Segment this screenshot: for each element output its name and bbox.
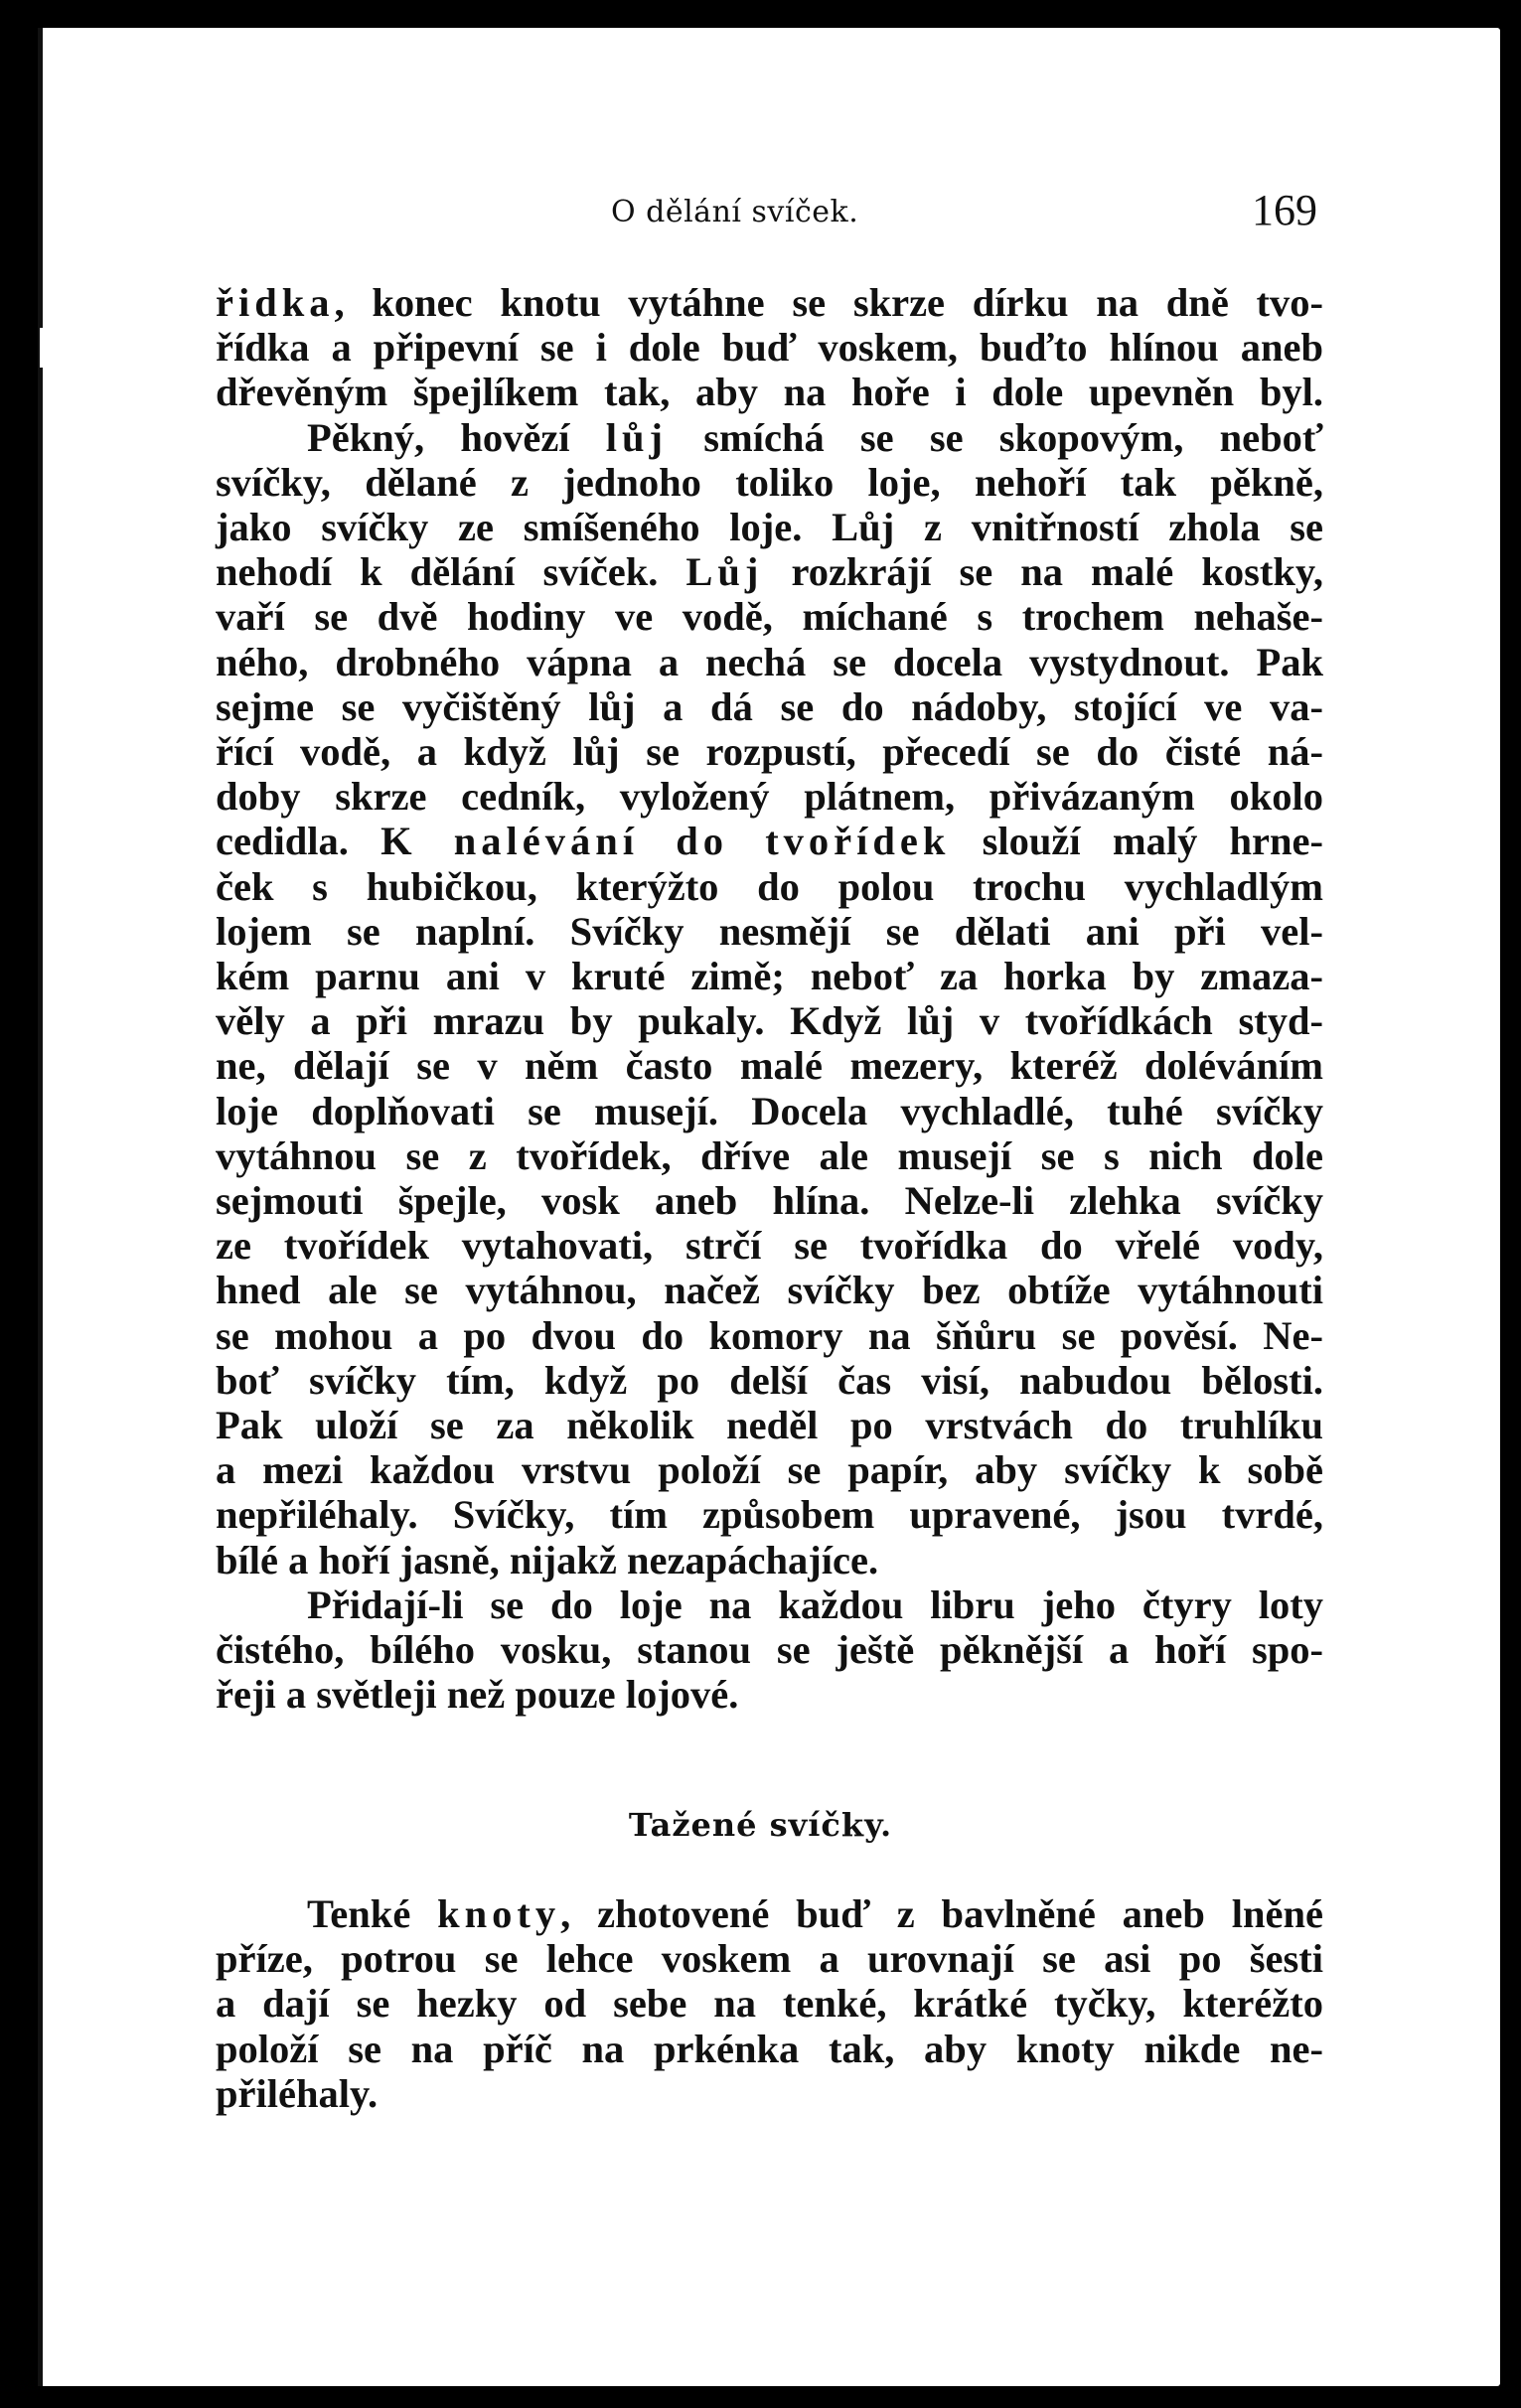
text-line: a dají se hezky od sebe na tenké, krátké tyčky, kteréžto	[216, 1981, 1323, 2027]
text-line: nehodí k dělání svíček. Lůj rozkrájí se na malé kostky,	[216, 549, 1324, 595]
text-line: ného, drobného vápna a nechá se docela vystydnout. Pak	[216, 639, 1323, 684]
text-line: hned ale se vytáhnou, načež svíčky bez obtíže vytáhnouti	[216, 1268, 1323, 1313]
text-line: svíčky, dělané z jednoho toliko loje, nehoří tak pěkně,	[216, 459, 1323, 505]
page-number: 169	[1252, 186, 1317, 234]
gutter-nick	[40, 328, 46, 368]
page-header	[0, 179, 1521, 248]
running-head: O dělání svíček.	[611, 195, 859, 229]
text-line: ček s hubičkou, kterýžto do polou trochu vychladlým	[216, 863, 1323, 909]
text-line: se mohou a po dvou do komory na šňůru se pověsí. Ne-	[216, 1312, 1323, 1358]
text-line: přiléhaly.	[216, 2070, 379, 2116]
text-line: Tenké knoty, zhotovené buď z bavlněné aneb lněné	[307, 1891, 1323, 1936]
text-line: boť svíčky tím, když po delší čas visí, nabudou bělosti.	[216, 1357, 1323, 1403]
text-line: ne, dělají se v něm často malé mezery, kteréž doléváním	[216, 1043, 1323, 1089]
text-line: lojem se naplní. Svíčky nesmějí se dělati ani při vel-	[216, 908, 1323, 954]
text-line: věly a při mrazu by pukaly. Když lůj v tvořídkách styd-	[216, 998, 1323, 1044]
main-text	[216, 280, 1323, 1718]
text-line: čistého, bílého vosku, stanou se ještě pěknější a hoří spo-	[216, 1627, 1323, 1673]
text-line: kém parnu ani v kruté zimě; neboť za horka by zmaza-	[216, 954, 1323, 999]
text-line: a mezi každou vrstvu položí se papír, aby svíčky k sobě	[216, 1447, 1323, 1493]
text-line: ze tvořídek vytahovati, strčí se tvořídka do vřelé vody,	[216, 1223, 1323, 1269]
text-line: bílé a hoří jasně, nijakž nezapáchajíce.	[216, 1537, 879, 1582]
text-line: nepřiléhaly. Svíčky, tím způsobem upravené, jsou tvrdé,	[216, 1492, 1323, 1538]
page-gutter-edge	[38, 28, 43, 2386]
text-line: jako svíčky ze smíšeného loje. Lůj z vnitřností zhola se	[216, 505, 1323, 550]
text-line: řeji a světleji než pouze lojové.	[216, 1672, 739, 1718]
text-line: řídka a připevní se i dole buď voskem, buďto hlínou aneb	[216, 325, 1323, 371]
text-line: sejme se vyčištěný lůj a dá se do nádoby, stojící ve va-	[216, 683, 1323, 729]
text-line: vaří se dvě hodiny ve vodě, míchané s trochem nehaše-	[216, 594, 1323, 640]
text-line: Přidají-li se do loje na každou libru jeho čtyry loty	[307, 1581, 1323, 1627]
text-line: cedidla. K nalévání do tvořídek slouží malý hrne-	[216, 819, 1323, 864]
text-line: řící vodě, a když lůj se rozpustí, přecedí se do čisté ná-	[216, 729, 1323, 775]
text-line: Pak uloží se za několik neděl po vrstvách do truhlíku	[216, 1403, 1323, 1448]
text-line: příze, potrou se lehce voskem a urovnají se asi po šesti	[216, 1936, 1323, 1982]
text-line: vytáhnou se z tvořídek, dříve ale musejí se s nich dole	[216, 1132, 1323, 1178]
scan-border-right	[1500, 0, 1521, 2408]
text-line: řidka, konec knotu vytáhne se skrze dírku na dně tvo-	[216, 280, 1323, 325]
section-heading: Tažené svíčky.	[628, 1806, 893, 1844]
text-line: doby skrze cedník, vyložený plátnem, přivázaným okolo	[216, 774, 1323, 820]
text-line: položí se na příč na prkénka tak, aby knoty nikde ne-	[216, 2026, 1323, 2071]
text-line: loje doplňovati se musejí. Docela vychladlé, tuhé svíčky	[216, 1088, 1323, 1133]
section-text	[216, 1891, 1323, 2116]
text-line: dřevěným špejlíkem tak, aby na hoře i dole upevněn byl.	[216, 370, 1323, 415]
text-line: Pěkný, hovězí lůj smíchá se se skopovým, neboť	[307, 414, 1323, 460]
text-line: sejmouti špejle, vosk aneb hlína. Nelze-li zlehka svíčky	[216, 1178, 1323, 1224]
